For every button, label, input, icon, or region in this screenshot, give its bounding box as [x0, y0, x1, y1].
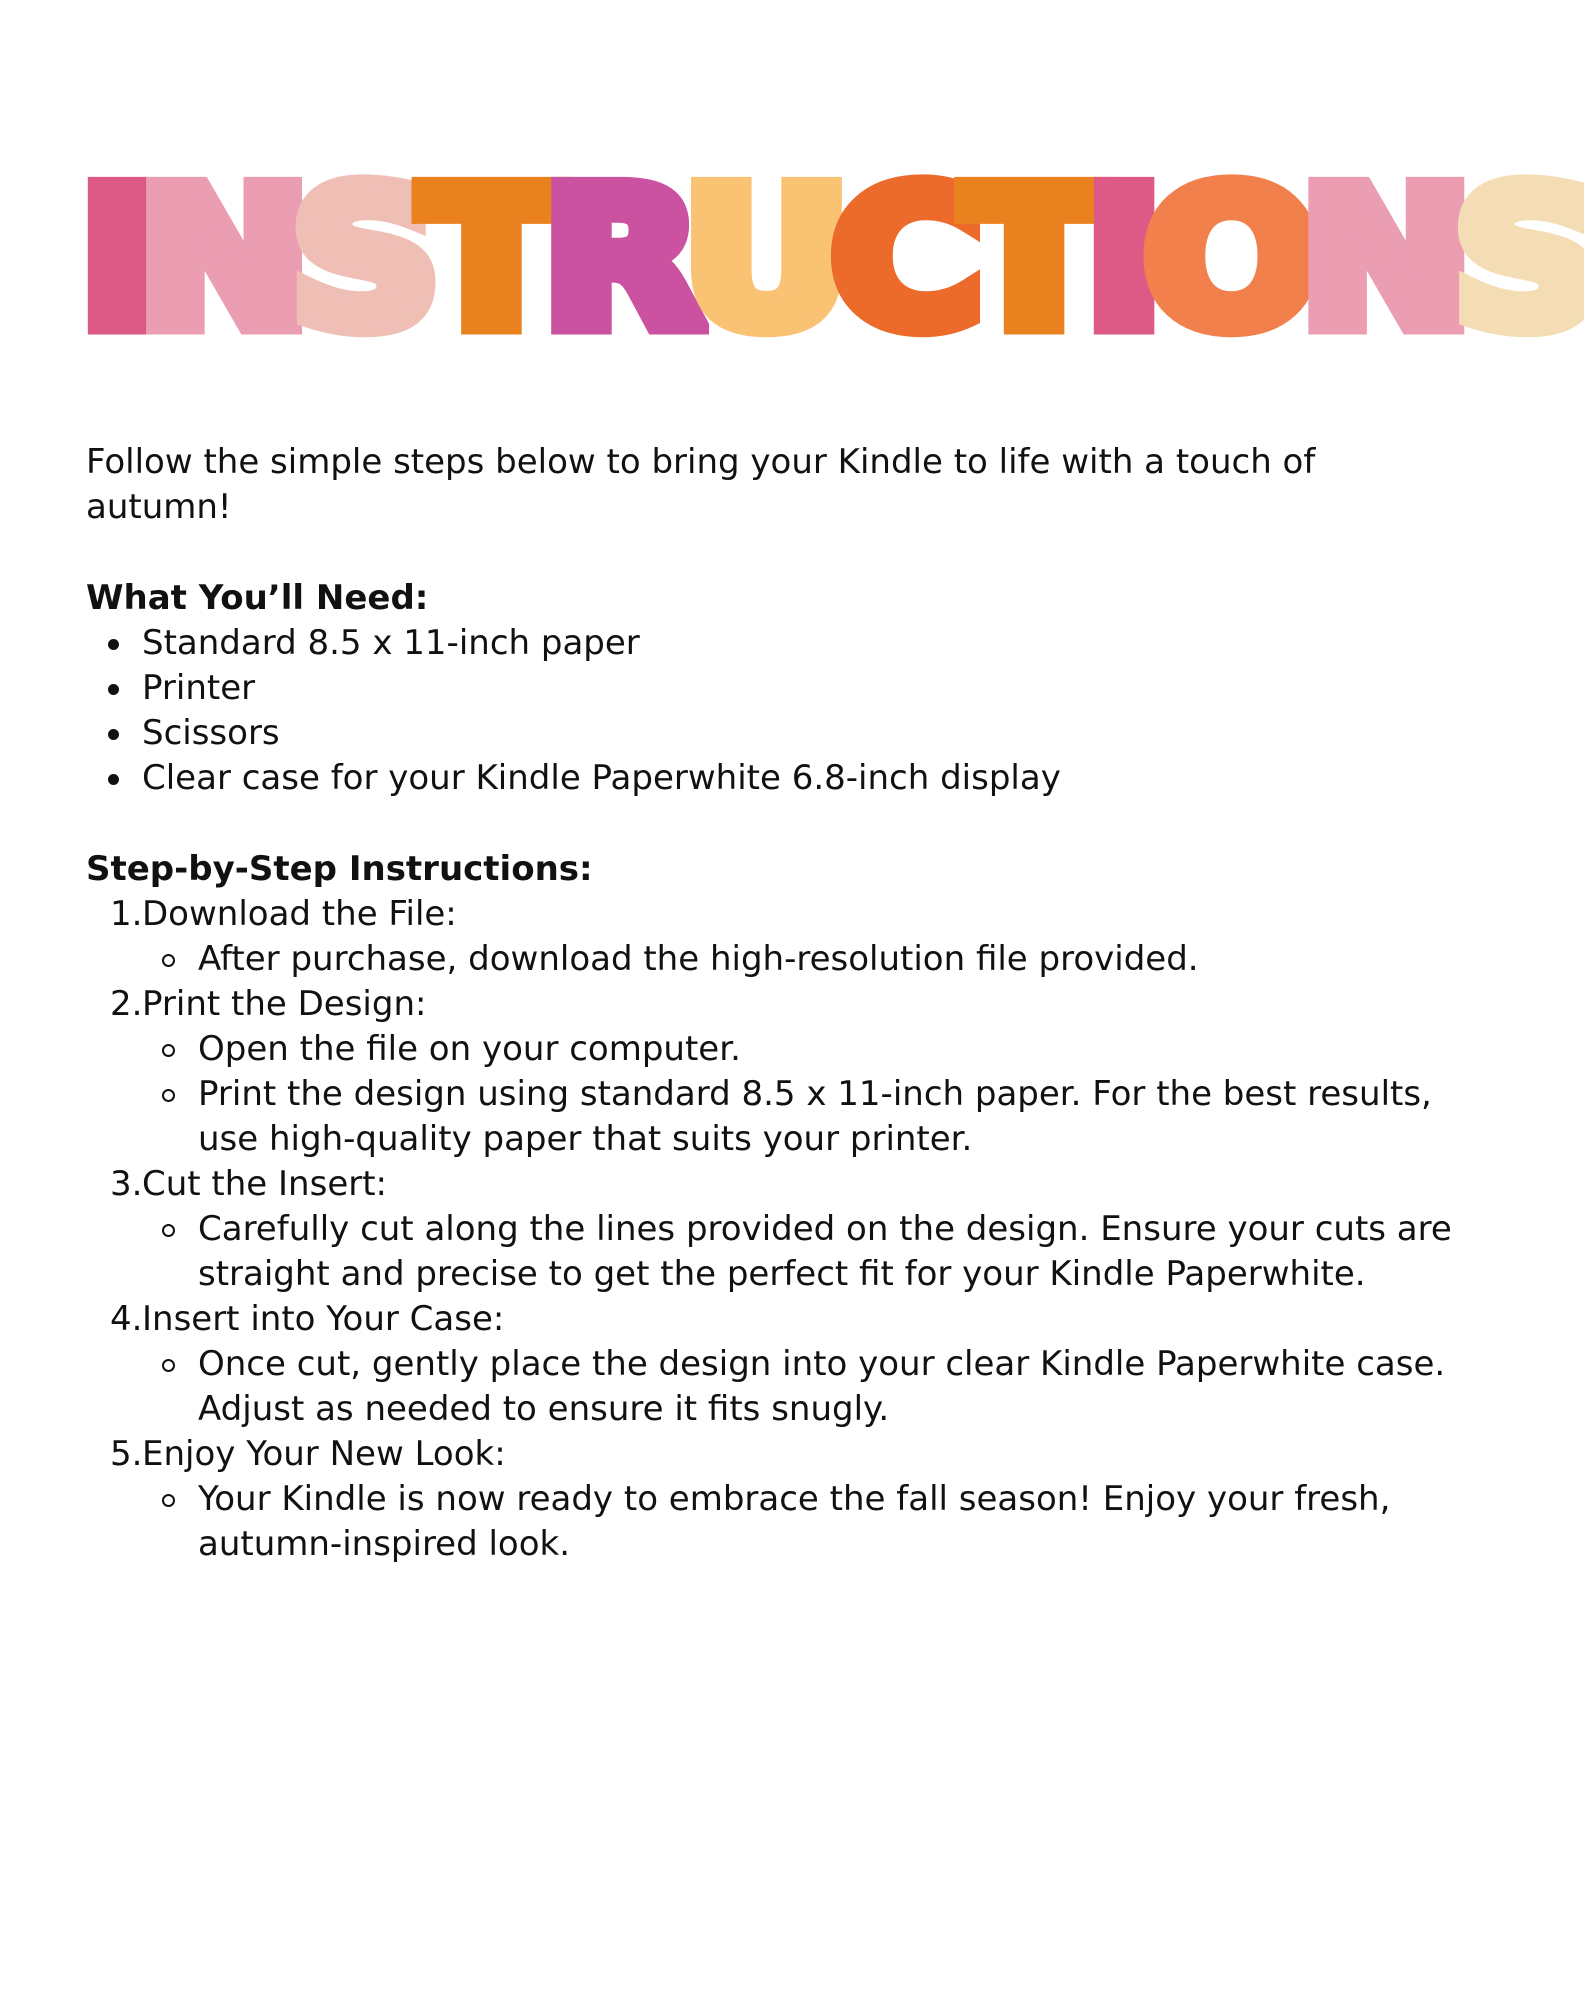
sub-item: Once cut, gently place the design into your clear Kindle Paperwhite case. Adjust as needed to ensure it fits snugly.	[142, 1342, 1466, 1432]
title-letter: I	[80, 150, 139, 370]
title-letter: S	[291, 150, 422, 370]
step-number: 5.	[110, 1434, 143, 1474]
title-letter: I	[1085, 150, 1145, 370]
title-letter: N	[1300, 150, 1455, 370]
step-label: Enjoy Your New Look:	[142, 1434, 506, 1474]
title-letter: C	[831, 150, 965, 370]
title-letter: O	[1144, 150, 1301, 370]
step-sublist	[142, 1342, 1466, 1432]
title-letter: R	[543, 150, 684, 370]
step-sublist	[142, 1207, 1466, 1297]
needs-heading: What You’ll Need:	[86, 578, 429, 618]
step-number: 1.	[110, 894, 143, 934]
list-item: Scissors	[86, 711, 1466, 756]
steps-list	[86, 892, 1466, 1567]
step-label: Cut the Insert:	[142, 1164, 388, 1204]
sub-item: Carefully cut along the lines provided on the design. Ensure your cuts are straight and precise to get the perfect fit for your Kindle Paperwhite.	[142, 1207, 1466, 1297]
needs-list	[86, 621, 1466, 801]
title-letter: N	[138, 150, 292, 370]
step-item	[86, 892, 1466, 982]
step-number: 4.	[110, 1299, 143, 1339]
step-label: Print the Design:	[142, 984, 427, 1024]
step-number: 3.	[110, 1164, 143, 1204]
instructions-title	[80, 150, 1584, 370]
title-letter: U	[683, 150, 832, 370]
step-item	[86, 982, 1466, 1162]
title-letter: T	[421, 150, 544, 370]
title-letter: T	[964, 150, 1086, 370]
step-sublist	[142, 1477, 1466, 1567]
step-sublist	[142, 937, 1466, 982]
list-item: Standard 8.5 x 11-inch paper	[86, 621, 1466, 666]
sub-item: Your Kindle is now ready to embrace the fall season! Enjoy your fresh, autumn-inspired look.	[142, 1477, 1466, 1567]
step-label: Insert into Your Case:	[142, 1299, 505, 1339]
step-item	[86, 1162, 1466, 1297]
steps-heading: Step-by-Step Instructions:	[86, 849, 593, 889]
sub-item: After purchase, download the high-resolution file provided.	[142, 937, 1466, 982]
step-label: Download the File:	[142, 894, 457, 934]
list-item: Printer	[86, 666, 1466, 711]
document-body	[86, 440, 1466, 1567]
intro-text: Follow the simple steps below to bring your Kindle to life with a touch of autumn!	[86, 442, 1316, 527]
sub-item: Open the file on your computer.	[142, 1027, 1466, 1072]
step-number: 2.	[110, 984, 143, 1024]
list-item: Clear case for your Kindle Paperwhite 6.8-inch display	[86, 756, 1466, 801]
title-letter: S	[1454, 150, 1584, 370]
step-item	[86, 1297, 1466, 1432]
step-sublist	[142, 1027, 1466, 1162]
step-item	[86, 1432, 1466, 1567]
sub-item: Print the design using standard 8.5 x 11-inch paper. For the best results, use high-quality paper that suits your printer.	[142, 1072, 1466, 1162]
